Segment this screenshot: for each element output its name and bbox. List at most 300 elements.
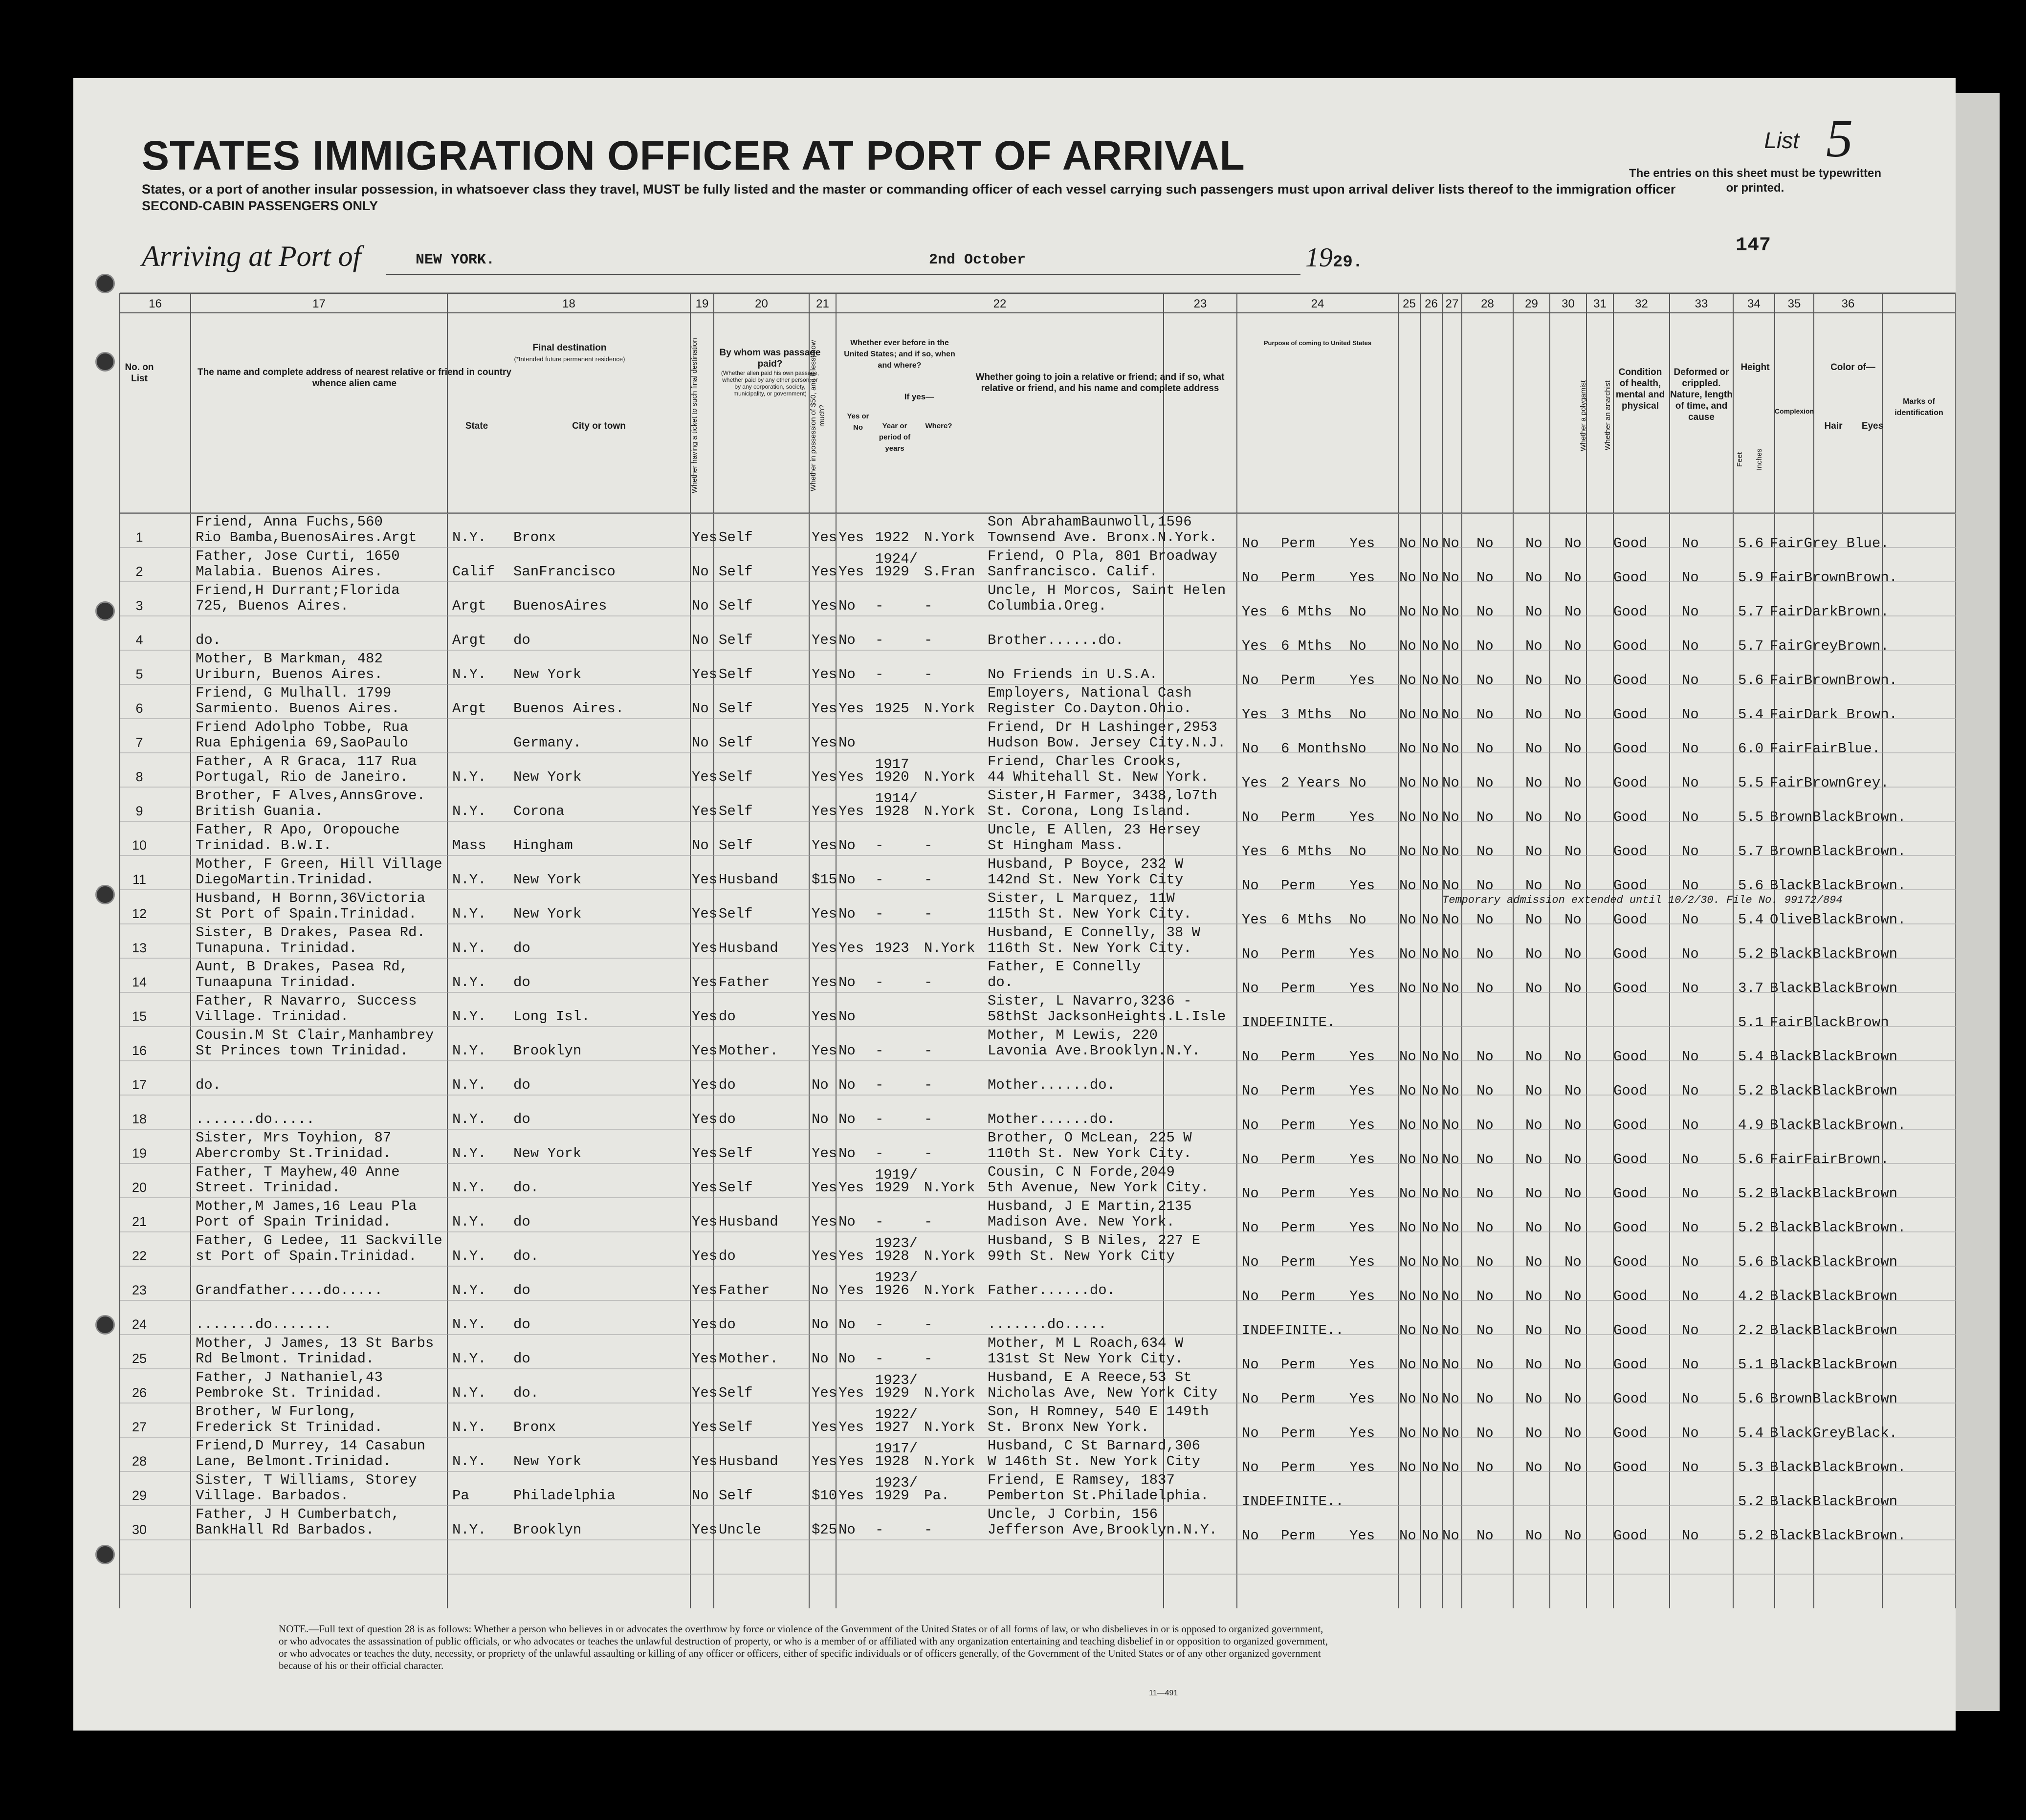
passage-paid-by: do bbox=[719, 1077, 736, 1093]
relative-line-2: Rd Belmont. Trinidad. bbox=[196, 1351, 374, 1367]
row-number: 26 bbox=[132, 1385, 147, 1400]
purpose-3: No bbox=[1349, 638, 1366, 654]
q29: No bbox=[1525, 1117, 1542, 1133]
joining-line-1: Husband, C St Barnard,306 bbox=[988, 1438, 1201, 1454]
health: Good bbox=[1613, 604, 1648, 620]
relative-line-1: Father, Jose Curti, 1650 bbox=[196, 548, 400, 564]
money-possession: $25 bbox=[812, 1522, 837, 1538]
purpose-2: Perm bbox=[1281, 1083, 1315, 1099]
manifest-sheet bbox=[73, 78, 1956, 1731]
deformed: No bbox=[1682, 1459, 1699, 1475]
destination-state: Calif bbox=[452, 564, 495, 580]
q25: No bbox=[1399, 1357, 1416, 1373]
purpose-1: Yes bbox=[1242, 775, 1268, 791]
q28: No bbox=[1476, 1322, 1494, 1338]
deformed: No bbox=[1682, 1185, 1699, 1202]
money-possession: Yes bbox=[812, 940, 837, 956]
destination-state: N.Y. bbox=[452, 1009, 486, 1025]
q28: No bbox=[1476, 1391, 1494, 1407]
ticket: Yes bbox=[692, 1214, 718, 1230]
height: 5.6 bbox=[1738, 672, 1764, 688]
purpose-1: No bbox=[1242, 672, 1259, 688]
relative-line-2: .......do..... bbox=[196, 1111, 315, 1127]
header-color-of: Color of— bbox=[1830, 362, 1875, 373]
relative-line-2: Sarmiento. Buenos Aires. bbox=[196, 701, 400, 717]
q30: No bbox=[1564, 638, 1582, 654]
header-ticket: Whether having a ticket to such final destination bbox=[690, 338, 699, 493]
header-purpose: Purpose of coming to United States bbox=[1263, 339, 1372, 347]
passage-paid-note: (Whether alien paid his own passage, whether paid by any other person, or by any corporation, society, municipality, or government) bbox=[721, 370, 819, 397]
before-in-us: No bbox=[838, 735, 856, 751]
q25: No bbox=[1399, 1151, 1416, 1167]
height: 5.6 bbox=[1738, 1254, 1764, 1270]
purpose-3: No bbox=[1349, 604, 1366, 620]
money-possession: Yes bbox=[812, 769, 837, 785]
q30: No bbox=[1564, 1288, 1582, 1304]
money-possession: Yes bbox=[812, 1385, 837, 1401]
where: N.York bbox=[924, 1248, 975, 1264]
deformed: No bbox=[1682, 1083, 1699, 1099]
q29: No bbox=[1525, 877, 1542, 894]
joining-line-2: Jefferson Ave,Brooklyn.N.Y. bbox=[988, 1522, 1217, 1538]
q28: No bbox=[1476, 638, 1494, 654]
form-code: 11—491 bbox=[1149, 1689, 1178, 1697]
purpose-3: Yes bbox=[1349, 1117, 1375, 1133]
deformed: No bbox=[1682, 1425, 1699, 1441]
years-first: 1923/ bbox=[875, 1372, 918, 1388]
joining-line-2: Madison Ave. New York. bbox=[988, 1214, 1175, 1230]
destination-state: N.Y. bbox=[452, 1385, 486, 1401]
destination-state: Pa bbox=[452, 1488, 469, 1504]
money-possession: Yes bbox=[812, 1043, 837, 1059]
header-polygamist: Whether a polygamist bbox=[1579, 380, 1587, 451]
joining-line-1: Uncle, J Corbin, 156 bbox=[988, 1506, 1158, 1522]
q29: No bbox=[1525, 1357, 1542, 1373]
relative-line-2: Village. Trinidad. bbox=[196, 1009, 349, 1025]
passage-paid-by: Self bbox=[719, 1488, 753, 1504]
passage-paid-by: Self bbox=[719, 837, 753, 854]
destination-city: Brooklyn bbox=[513, 1043, 582, 1059]
purpose-3: Yes bbox=[1349, 1151, 1375, 1167]
purpose-2: 6 Months bbox=[1281, 741, 1349, 757]
height: 5.7 bbox=[1738, 604, 1764, 620]
row-number: 21 bbox=[132, 1214, 147, 1229]
years-second: 1928 bbox=[875, 1453, 909, 1469]
ticket: Yes bbox=[692, 1009, 718, 1025]
destination-city: New York bbox=[513, 906, 582, 922]
passage-paid-by: Self bbox=[719, 1385, 753, 1401]
q27: No bbox=[1442, 604, 1459, 620]
purpose-2: 6 Mths bbox=[1281, 912, 1332, 928]
passage-paid-label: By whom was passage paid? bbox=[719, 348, 821, 369]
years: - bbox=[875, 1145, 884, 1162]
joining-line-2: 116th St. New York City. bbox=[988, 940, 1192, 956]
header-deformed: Deformed or crippled. Nature, length of time, and cause bbox=[1670, 367, 1733, 422]
relative-line-2: Pembroke St. Trinidad. bbox=[196, 1385, 383, 1401]
relative-line-2: St Princes town Trinidad. bbox=[196, 1043, 409, 1059]
header-anarchist: Whether an anarchist bbox=[1604, 380, 1612, 451]
purpose-2: Perm bbox=[1281, 1185, 1315, 1202]
deformed: No bbox=[1682, 1528, 1699, 1544]
q28: No bbox=[1476, 1151, 1494, 1167]
q27: No bbox=[1442, 877, 1459, 894]
relative-line-1: Father, A R Graca, 117 Rua bbox=[196, 753, 417, 769]
ticket: No bbox=[692, 735, 709, 751]
ticket: Yes bbox=[692, 1316, 718, 1333]
joining-line-2: do. bbox=[988, 974, 1013, 990]
destination-state: N.Y. bbox=[452, 872, 486, 888]
joining-line-2: 5th Avenue, New York City. bbox=[988, 1180, 1209, 1196]
height: 5.4 bbox=[1738, 706, 1764, 723]
deformed: No bbox=[1682, 809, 1699, 825]
q25: No bbox=[1399, 672, 1416, 688]
list-number: 5 bbox=[1826, 109, 1853, 168]
q26: No bbox=[1422, 1254, 1439, 1270]
q25: No bbox=[1399, 912, 1416, 928]
relative-line-1: Father, J Nathaniel,43 bbox=[196, 1369, 383, 1385]
q26: No bbox=[1422, 1083, 1439, 1099]
joining-line-2: 99th St. New York City bbox=[988, 1248, 1175, 1264]
destination-state: N.Y. bbox=[452, 1145, 486, 1162]
before-in-us: No bbox=[838, 1316, 856, 1333]
destination-city: Brooklyn bbox=[513, 1522, 582, 1538]
purpose-3: Yes bbox=[1349, 1254, 1375, 1270]
years: - bbox=[875, 1077, 884, 1093]
destination-city: Bronx bbox=[513, 1419, 556, 1435]
q30: No bbox=[1564, 604, 1582, 620]
ticket: Yes bbox=[692, 906, 718, 922]
purpose-2: Perm bbox=[1281, 1220, 1315, 1236]
q25: No bbox=[1399, 1083, 1416, 1099]
destination-city: do bbox=[513, 1214, 530, 1230]
purpose-2: Perm bbox=[1281, 1425, 1315, 1441]
complexion-hair-eyes: BlackBlackBrown bbox=[1770, 1288, 1898, 1304]
q25: No bbox=[1399, 1459, 1416, 1475]
column-number: 29 bbox=[1525, 297, 1538, 310]
purpose-3: Yes bbox=[1349, 1288, 1375, 1304]
before-in-us: No bbox=[838, 906, 856, 922]
year-suffix: 29. bbox=[1333, 253, 1363, 272]
column-number: 23 bbox=[1193, 297, 1207, 310]
before-in-us: Yes bbox=[838, 803, 864, 819]
purpose-1: No bbox=[1242, 1528, 1259, 1544]
complexion-hair-eyes: FairBrownBrown. bbox=[1770, 570, 1898, 586]
complexion-hair-eyes: FairBlackBrown bbox=[1770, 1014, 1889, 1031]
joining-line-2: .......do..... bbox=[988, 1316, 1107, 1333]
before-in-us: No bbox=[838, 1077, 856, 1093]
money-possession: Yes bbox=[812, 632, 837, 648]
money-possession: Yes bbox=[812, 974, 837, 990]
destination-state: N.Y. bbox=[452, 1111, 486, 1127]
relative-line-1: Father, J H Cumberbatch, bbox=[196, 1506, 400, 1522]
arrival-port: NEW YORK. bbox=[416, 252, 495, 268]
relative-line-2: Portugal, Rio de Janeiro. bbox=[196, 769, 409, 785]
header-city: City or town bbox=[572, 421, 626, 431]
destination-state: Argt bbox=[452, 701, 486, 717]
before-in-us: No bbox=[838, 974, 856, 990]
height: 5.2 bbox=[1738, 1493, 1764, 1510]
header-no-on-list: No. on List bbox=[125, 362, 154, 384]
money-possession: Yes bbox=[812, 701, 837, 717]
years: - bbox=[875, 906, 884, 922]
q28: No bbox=[1476, 1083, 1494, 1099]
document-title: STATES IMMIGRATION OFFICER AT PORT OF ARRIVAL bbox=[142, 132, 1245, 178]
complexion-hair-eyes: BlackBlackBrown bbox=[1770, 1049, 1898, 1065]
q26: No bbox=[1422, 1117, 1439, 1133]
q27: No bbox=[1442, 1083, 1459, 1099]
passage-paid-by: Self bbox=[719, 598, 753, 614]
q26: No bbox=[1422, 1220, 1439, 1236]
deformed: No bbox=[1682, 980, 1699, 996]
before-in-us: No bbox=[838, 1043, 856, 1059]
q28: No bbox=[1476, 741, 1494, 757]
header-if-yes: If yes— bbox=[904, 392, 934, 401]
relative-line-1: Father, R Navarro, Success bbox=[196, 993, 417, 1009]
ticket: Yes bbox=[692, 1145, 718, 1162]
complexion-hair-eyes: BlackBlackBrown bbox=[1770, 1357, 1898, 1373]
purpose-1: No bbox=[1242, 1425, 1259, 1441]
deformed: No bbox=[1682, 1357, 1699, 1373]
header-complexion: Complexion bbox=[1775, 407, 1814, 415]
complexion-hair-eyes: BrownBlackBrown. bbox=[1770, 809, 1906, 825]
row-number: 29 bbox=[132, 1488, 147, 1503]
destination-state: N.Y. bbox=[452, 974, 486, 990]
height: 4.2 bbox=[1738, 1288, 1764, 1304]
height: 5.9 bbox=[1738, 570, 1764, 586]
subtitle-text: States, or a port of another insular possession, in whatsoever class they travel, MUST be fully listed and the master or commanding officer of each vessel carrying such passengers must upon arrival deliver lists thereof to the immigration officer bbox=[142, 182, 1676, 197]
passage-paid-by: Self bbox=[719, 735, 753, 751]
years: - bbox=[875, 1316, 884, 1333]
relative-line-2: Trinidad. B.W.I. bbox=[196, 837, 332, 854]
q28: No bbox=[1476, 1049, 1494, 1065]
row-number: 4 bbox=[135, 633, 143, 647]
joining-line-2: Townsend Ave. Bronx.N.York. bbox=[988, 529, 1217, 546]
purpose-3: Yes bbox=[1349, 1220, 1375, 1236]
q29: No bbox=[1525, 535, 1542, 551]
q27: No bbox=[1442, 980, 1459, 996]
where: - bbox=[924, 598, 933, 614]
relative-line-2: do. bbox=[196, 1077, 221, 1093]
passage-paid-by: Self bbox=[719, 564, 753, 580]
header-marks: Marks of identification bbox=[1894, 397, 1943, 417]
row-number: 28 bbox=[132, 1454, 147, 1469]
deformed: No bbox=[1682, 1322, 1699, 1338]
purpose-1: No bbox=[1242, 946, 1259, 962]
passage-paid-by: Self bbox=[719, 803, 753, 819]
q30: No bbox=[1564, 1459, 1582, 1475]
q25: No bbox=[1399, 877, 1416, 894]
deformed: No bbox=[1682, 946, 1699, 962]
joining-line-2: Brother......do. bbox=[988, 632, 1124, 648]
q30: No bbox=[1564, 672, 1582, 688]
before-in-us: Yes bbox=[838, 1385, 864, 1401]
passage-paid-by: Self bbox=[719, 701, 753, 717]
height: 5.4 bbox=[1738, 1049, 1764, 1065]
where: - bbox=[924, 666, 933, 682]
q29: No bbox=[1525, 1049, 1542, 1065]
ticket: Yes bbox=[692, 1043, 718, 1059]
header-eyes: Eyes bbox=[1861, 421, 1884, 431]
before-in-us: Yes bbox=[838, 1419, 864, 1435]
where: N.York bbox=[924, 1419, 975, 1435]
destination-city: New York bbox=[513, 666, 582, 682]
q30: No bbox=[1564, 877, 1582, 894]
q25: No bbox=[1399, 1220, 1416, 1236]
row-number: 20 bbox=[132, 1180, 147, 1195]
relative-line-1: Brother, W Furlong, bbox=[196, 1403, 357, 1420]
column-number: 30 bbox=[1562, 297, 1575, 310]
health: Good bbox=[1613, 1185, 1648, 1202]
destination-city: do bbox=[513, 1351, 530, 1367]
passage-paid-by: Mother. bbox=[719, 1351, 778, 1367]
complexion-hair-eyes: BlackBlackBrown bbox=[1770, 980, 1898, 996]
final-destination-label: Final destination bbox=[532, 343, 607, 353]
years: - bbox=[875, 872, 884, 888]
q27: No bbox=[1442, 1117, 1459, 1133]
joining-line-1: Father, E Connelly bbox=[988, 959, 1141, 975]
before-in-us: Yes bbox=[838, 1453, 864, 1469]
joining-line-2: 115th St. New York City. bbox=[988, 906, 1192, 922]
passage-paid-by: Husband bbox=[719, 872, 778, 888]
q27: No bbox=[1442, 775, 1459, 791]
column-number: 36 bbox=[1841, 297, 1855, 310]
joining-line-1: Son, H Romney, 540 E 149th bbox=[988, 1403, 1209, 1420]
joining-line-2: 58thSt JacksonHeights.L.Isle bbox=[988, 1009, 1226, 1025]
q29: No bbox=[1525, 672, 1542, 688]
passage-paid-by: Husband bbox=[719, 940, 778, 956]
complexion-hair-eyes: FairGrey Blue. bbox=[1770, 535, 1889, 551]
purpose-1: No bbox=[1242, 809, 1259, 825]
destination-state: Mass bbox=[452, 837, 486, 854]
destination-city: Bronx bbox=[513, 529, 556, 546]
row-number: 17 bbox=[132, 1077, 147, 1092]
q27: No bbox=[1442, 535, 1459, 551]
before-in-us: Yes bbox=[838, 940, 864, 956]
relative-line-2: Abercromby St.Trinidad. bbox=[196, 1145, 392, 1162]
purpose-1: No bbox=[1242, 1117, 1259, 1133]
destination-state: N.Y. bbox=[452, 1282, 486, 1298]
row-number: 25 bbox=[132, 1351, 147, 1366]
health: Good bbox=[1613, 535, 1648, 551]
money-possession: Yes bbox=[812, 1214, 837, 1230]
joining-line-1: Sister,H Farmer, 3438,lo7th bbox=[988, 788, 1217, 804]
money-possession: No bbox=[812, 1351, 829, 1367]
q29: No bbox=[1525, 1083, 1542, 1099]
complexion-hair-eyes: FairBrownGrey. bbox=[1770, 775, 1889, 791]
relative-line-2: Port of Spain Trinidad. bbox=[196, 1214, 392, 1230]
deformed: No bbox=[1682, 570, 1699, 586]
purpose-3: Yes bbox=[1349, 1049, 1375, 1065]
row-number: 1 bbox=[135, 530, 143, 545]
passage-paid-by: Self bbox=[719, 906, 753, 922]
column-number: 32 bbox=[1635, 297, 1648, 310]
purpose-1: No bbox=[1242, 1185, 1259, 1202]
passage-paid-by: Self bbox=[719, 632, 753, 648]
joining-line-2: Columbia.Oreg. bbox=[988, 598, 1107, 614]
years-first: 1917 bbox=[875, 756, 909, 772]
destination-city: do bbox=[513, 1077, 530, 1093]
ticket: No bbox=[692, 564, 709, 580]
purpose-2: Perm bbox=[1281, 535, 1315, 551]
deformed: No bbox=[1682, 775, 1699, 791]
row-number: 15 bbox=[132, 1009, 147, 1024]
health: Good bbox=[1613, 672, 1648, 688]
height: 5.5 bbox=[1738, 809, 1764, 825]
purpose-2: Perm bbox=[1281, 570, 1315, 586]
years: - bbox=[875, 598, 884, 614]
passage-paid-by: Father bbox=[719, 1282, 770, 1298]
ticket: Yes bbox=[692, 1522, 718, 1538]
before-in-us: No bbox=[838, 872, 856, 888]
row-number: 7 bbox=[135, 735, 143, 750]
before-in-us: No bbox=[838, 666, 856, 682]
q27: No bbox=[1442, 1220, 1459, 1236]
destination-state: N.Y. bbox=[452, 1316, 486, 1333]
purpose-1: No bbox=[1242, 1254, 1259, 1270]
where: - bbox=[924, 1043, 933, 1059]
health: Good bbox=[1613, 706, 1648, 723]
years-second: 1929 bbox=[875, 1488, 909, 1504]
height: 5.2 bbox=[1738, 1528, 1764, 1544]
money-possession: No bbox=[812, 1111, 829, 1127]
q29: No bbox=[1525, 1528, 1542, 1544]
purpose-3: No bbox=[1349, 706, 1366, 723]
q27: No bbox=[1442, 570, 1459, 586]
purpose-1: No bbox=[1242, 535, 1259, 551]
column-number: 24 bbox=[1311, 297, 1324, 310]
q28: No bbox=[1476, 1288, 1494, 1304]
joining-line-1: Husband, J E Martin,2135 bbox=[988, 1198, 1192, 1214]
purpose-2: 6 Mths bbox=[1281, 604, 1332, 620]
column-number: 25 bbox=[1403, 297, 1416, 310]
header-height: Height bbox=[1740, 362, 1770, 373]
health: Good bbox=[1613, 1425, 1648, 1441]
money-possession: No bbox=[812, 1077, 829, 1093]
deformed: No bbox=[1682, 877, 1699, 894]
q25: No bbox=[1399, 535, 1416, 551]
q25: No bbox=[1399, 1049, 1416, 1065]
purpose-2: 2 Years bbox=[1281, 775, 1341, 791]
row-number: 2 bbox=[135, 564, 143, 579]
q30: No bbox=[1564, 946, 1582, 962]
where: Pa. bbox=[924, 1488, 950, 1504]
purpose-2: Perm bbox=[1281, 1049, 1315, 1065]
passage-paid-by: Father bbox=[719, 974, 770, 990]
height: 2.2 bbox=[1738, 1322, 1764, 1338]
purpose-1: Yes bbox=[1242, 706, 1268, 723]
money-possession: Yes bbox=[812, 1180, 837, 1196]
q30: No bbox=[1564, 1185, 1582, 1202]
q27: No bbox=[1442, 946, 1459, 962]
joining-line-2: Father......do. bbox=[988, 1282, 1116, 1298]
health: Good bbox=[1613, 946, 1648, 962]
years-second: 1929 bbox=[875, 564, 909, 580]
joining-line-1: Uncle, E Allen, 23 Hersey bbox=[988, 822, 1201, 838]
years-second: 1928 bbox=[875, 1248, 909, 1264]
q28: No bbox=[1476, 570, 1494, 586]
purpose-1: No bbox=[1242, 1220, 1259, 1236]
years: 1922 bbox=[875, 529, 909, 546]
q25: No bbox=[1399, 570, 1416, 586]
q26: No bbox=[1422, 706, 1439, 723]
purpose-3: Yes bbox=[1349, 570, 1375, 586]
purpose-3: Yes bbox=[1349, 980, 1375, 996]
joining-line-1: Son AbrahamBaunwoll,1596 bbox=[988, 514, 1192, 530]
passage-paid-by: Self bbox=[719, 1145, 753, 1162]
q28: No bbox=[1476, 1254, 1494, 1270]
relative-line-2: st Port of Spain.Trinidad. bbox=[196, 1248, 417, 1264]
q29: No bbox=[1525, 1220, 1542, 1236]
